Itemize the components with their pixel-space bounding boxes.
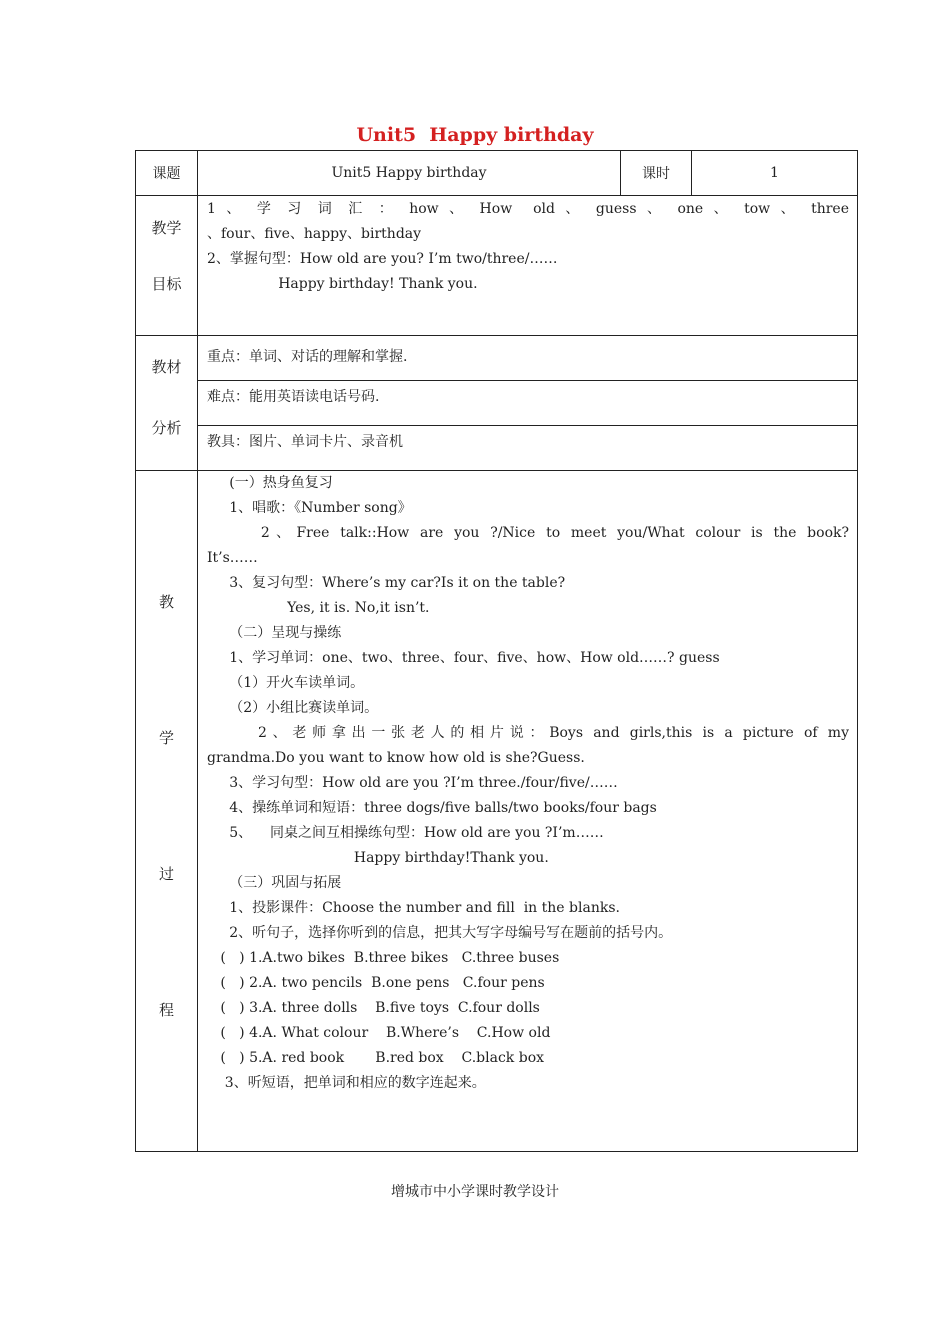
goals-line: Happy birthday! Thank you. — [207, 276, 478, 292]
difficulty — [198, 381, 858, 426]
analysis-label-1: 教材 — [151, 358, 182, 376]
exercise-item: ( ) 3.A. three dolls B.five toys C.four dolls — [207, 1000, 540, 1016]
process-line: It’s…… — [207, 550, 258, 566]
topic-value: Unit5 Happy birthday — [198, 151, 621, 196]
goals-row — [136, 196, 858, 336]
process-line: 3、听短语，把单词和相应的数字连起来。 — [207, 1075, 486, 1091]
goals-line: 1 、 学 习 词 汇 ： how 、 How old 、 guess 、 one 、 tow 、 three — [207, 201, 849, 217]
process-line: 1、学习单词：one、two、three、four、five、how、How old……? guess — [207, 650, 720, 666]
exercise-item: ( ) 2.A. two pencils B.one pens C.four pens — [207, 975, 545, 991]
goals-label — [136, 196, 198, 336]
document-title: Unit5 Happy birthday — [356, 124, 594, 146]
goals-line: 、four、five、happy、birthday — [207, 226, 422, 242]
process-label-char: 教 — [158, 593, 174, 611]
exercise-item: ( ) 5.A. red book B.red box C.black box — [207, 1050, 545, 1066]
process-line: 2、Free talk::How are you ?/Nice to meet you/What colour is the book? — [207, 525, 849, 541]
goals-label-1: 教学 — [151, 219, 182, 237]
document-footer: 增城市中小学课时教学设计 — [391, 1184, 559, 1200]
process-label — [136, 471, 198, 1152]
process-row — [136, 471, 858, 1152]
process-line: 1、唱歌：《Number song》 — [207, 500, 412, 516]
process-content — [198, 471, 858, 1152]
process-line: Happy birthday!Thank you. — [207, 850, 549, 866]
process-line: 2、听句子，选择你听到的信息，把其大写字母编号写在题前的括号内。 — [207, 925, 673, 941]
process-label-char: 学 — [158, 729, 174, 747]
goals-content — [198, 196, 858, 336]
process-line: （三）巩固与拓展 — [207, 875, 342, 891]
process-line: grandma.Do you want to know how old is she?Guess. — [207, 750, 585, 766]
process-line: （1）开火车读单词。 — [207, 675, 365, 691]
process-line: 3、复习句型：Where’s my car?Is it on the table? — [207, 575, 566, 591]
lesson-plan-table — [135, 150, 858, 1152]
key-point — [198, 336, 858, 381]
period-label: 课时 — [621, 151, 692, 196]
goals-line: 2、掌握句型：How old are you? I’m two/three/…… — [207, 251, 558, 267]
process-label-char: 程 — [158, 1001, 174, 1019]
analysis-label-2: 分析 — [151, 419, 182, 437]
exercise-item: ( ) 1.A.two bikes B.three bikes C.three buses — [207, 950, 560, 966]
topic-label: 课题 — [136, 151, 198, 196]
difficulty-text: 难点：能用英语读电话号码. — [207, 389, 380, 405]
process-line: （2）小组比赛读单词。 — [207, 700, 379, 716]
process-line: 4、操练单词和短语：three dogs/five balls/two books/four bags — [207, 800, 657, 816]
analysis-label — [136, 336, 198, 471]
process-label-char: 过 — [158, 865, 174, 883]
key-point-row — [136, 336, 858, 381]
tools — [198, 426, 858, 471]
period-value: 1 — [692, 151, 858, 196]
process-line: (一）热身鱼复习 — [207, 475, 333, 491]
exercise-item: ( ) 4.A. What colour B.Where’s C.How old — [207, 1025, 551, 1041]
tools-row — [136, 426, 858, 471]
process-line: 1、投影课件：Choose the number and fill in the blanks. — [207, 900, 620, 916]
tools-text: 教具：图片、单词卡片、录音机 — [207, 434, 403, 450]
difficulty-row — [136, 381, 858, 426]
process-line: 2、老师拿出一张老人的相片说：Boys and girls,this is a picture of my — [207, 725, 849, 741]
key-point-text: 重点：单词、对话的理解和掌握. — [207, 349, 408, 365]
goals-label-2: 目标 — [151, 275, 182, 293]
header-row — [136, 151, 858, 196]
process-line: Yes, it is. No,it isn’t. — [207, 600, 430, 616]
process-line: 3、学习句型：How old are you ?I’m three./four/five/…… — [207, 775, 618, 791]
process-line: 5、 同桌之间互相操练句型：How old are you ?I’m…… — [207, 825, 604, 841]
process-line: （二）呈现与操练 — [207, 625, 342, 641]
